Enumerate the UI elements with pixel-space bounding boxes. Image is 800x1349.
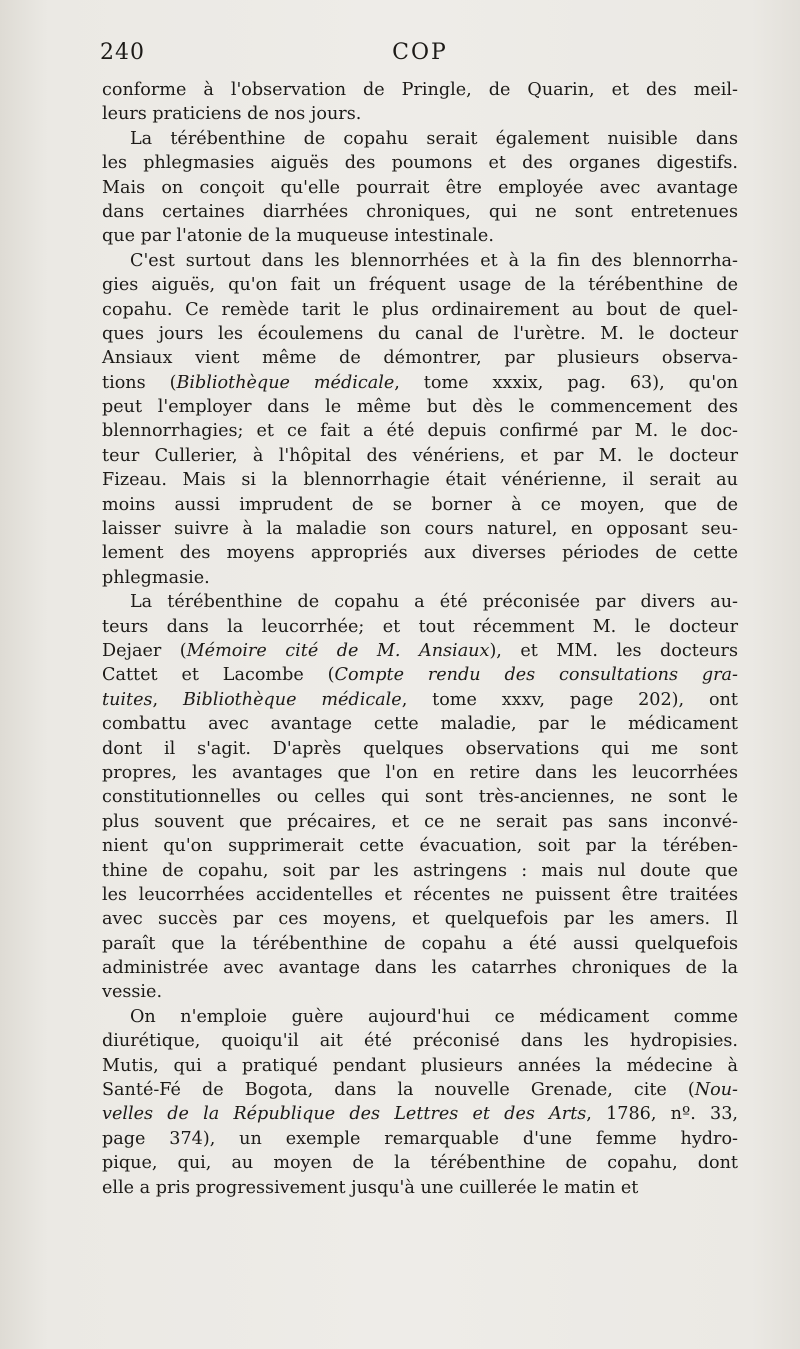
text-line	[102, 956, 738, 980]
italic-citation: tuites	[102, 689, 153, 710]
text-line	[102, 346, 738, 370]
text-line	[102, 615, 738, 639]
text-run: dans certaines diarrhées chroniques, qui ne sont entretenues	[102, 201, 738, 222]
text-line	[102, 127, 738, 151]
text-line	[102, 517, 738, 541]
text-line	[102, 176, 738, 200]
text-line	[102, 1029, 738, 1053]
text-run: vessie.	[102, 982, 163, 1003]
text-run: teurs dans la leucorrhée; et tout récemment M. le docteur	[102, 616, 738, 637]
text-run: administrée avec avantage dans les catarrhes chroniques de la	[102, 958, 738, 979]
text-line	[102, 371, 738, 395]
text-run: ,	[152, 689, 183, 710]
text-run: les leucorrhées accidentelles et récentes ne puissent être traitées	[102, 884, 738, 905]
text-run: pique, qui, au moyen de la térébenthine de copahu, dont	[102, 1153, 738, 1174]
text-run: Cattet et Lacombe (	[102, 665, 335, 686]
text-line	[102, 1054, 738, 1078]
text-line	[102, 444, 738, 468]
text-run: plus souvent que précaires, et ce ne serait pas sans inconvé-	[102, 811, 738, 832]
text-line	[102, 468, 738, 492]
italic-citation: velles de la République des Lettres et des Arts	[102, 1104, 587, 1125]
text-line	[102, 78, 738, 102]
text-run: blennorrhagies; et ce fait a été depuis confirmé par M. le doc-	[102, 421, 738, 442]
text-run: les phlegmasies aiguës des poumons et des organes digestifs.	[102, 153, 738, 174]
text-line	[102, 737, 738, 761]
text-line	[102, 688, 738, 712]
text-run: ques jours les écoulemens du canal de l'urètre. M. le docteur	[102, 323, 738, 344]
text-line	[102, 859, 738, 883]
text-line	[102, 810, 738, 834]
text-line	[102, 712, 738, 736]
text-line	[102, 493, 738, 517]
text-run: copahu. Ce remède tarit le plus ordinairement au bout de quel-	[102, 299, 738, 320]
text-run: gies aiguës, qu'on fait un fréquent usage de la térébenthine de	[102, 275, 738, 296]
italic-citation: Bibliothèque médicale	[176, 372, 395, 393]
text-line	[102, 298, 738, 322]
text-line	[102, 200, 738, 224]
text-run: tions (	[102, 372, 177, 393]
text-line	[102, 1127, 738, 1151]
text-run: , tome xxxix, pag. 63), qu'on	[394, 372, 738, 393]
text-run: conforme à l'observation de Pringle, de Quarin, et des meil-	[102, 80, 738, 100]
text-run: dont il s'agit. D'après quelques observations qui me sont	[102, 738, 738, 759]
paragraph	[102, 1005, 738, 1200]
text-run: leurs praticiens de nos jours.	[102, 104, 362, 125]
text-line	[102, 834, 738, 858]
text-run: avec succès par ces moyens, et quelquefois par les amers. Il	[102, 909, 738, 930]
text-run: , 1786, nº. 33,	[586, 1104, 738, 1125]
text-line	[102, 322, 738, 346]
text-run: page 374), un exemple remarquable d'une femme hydro-	[102, 1128, 738, 1149]
text-line	[102, 883, 738, 907]
text-run: peut l'employer dans le même but dès le commencement des	[102, 397, 738, 418]
paragraph	[102, 590, 738, 1005]
text-run: Santé-Fé de Bogota, dans la nouvelle Grenade, cite (	[102, 1080, 695, 1101]
text-line	[102, 907, 738, 931]
text-run: diurétique, quoiqu'il ait été préconisé dans les hydropisies.	[102, 1031, 738, 1052]
text-line	[102, 1078, 738, 1102]
text-run: ), et MM. les docteurs	[489, 640, 738, 661]
text-line	[102, 273, 738, 297]
text-run: Fizeau. Mais si la blennorrhagie était vénérienne, il serait au	[102, 470, 738, 491]
text-run: elle a pris progressivement jusqu'à une cuillerée le matin et	[102, 1177, 639, 1198]
paragraph	[102, 249, 738, 590]
text-line	[102, 541, 738, 565]
text-run: constitutionnelles ou celles qui sont très-anciennes, ne sont le	[102, 787, 738, 808]
paragraph	[102, 78, 738, 127]
text-run: combattu avec avantage cette maladie, par le médicament	[102, 714, 738, 735]
text-line	[102, 249, 738, 273]
text-line	[102, 1102, 738, 1126]
text-line	[102, 419, 738, 443]
text-run: C'est surtout dans les blennorrhées et à la fin des blennorrha-	[130, 250, 738, 271]
text-line	[102, 663, 738, 687]
italic-citation: Nou-	[694, 1080, 738, 1101]
text-line	[102, 1176, 738, 1200]
text-line	[102, 102, 738, 126]
text-line	[102, 980, 738, 1004]
body-text	[102, 78, 738, 1200]
text-run: Ansiaux vient même de démontrer, par plusieurs observa-	[102, 348, 738, 369]
text-line	[102, 395, 738, 419]
text-run: propres, les avantages que l'on en retire dans les leucorrhées	[102, 762, 738, 783]
text-line	[102, 224, 738, 248]
running-title: COP	[392, 40, 448, 65]
text-line	[102, 639, 738, 663]
text-run: thine de copahu, soit par les astringens : mais nul doute que	[102, 860, 738, 881]
text-line	[102, 785, 738, 809]
text-run: Mutis, qui a pratiqué pendant plusieurs années la médecine à	[102, 1055, 738, 1076]
text-line	[102, 1151, 738, 1175]
text-run: que par l'atonie de la muqueuse intestinale.	[102, 226, 494, 247]
text-line	[102, 932, 738, 956]
running-head	[100, 40, 740, 70]
text-line	[102, 151, 738, 175]
text-run: La térébenthine de copahu a été préconisée par divers au-	[130, 592, 738, 613]
text-run: laisser suivre à la maladie son cours naturel, en opposant seu-	[102, 519, 738, 540]
text-run: La térébenthine de copahu serait également nuisible dans	[130, 128, 738, 149]
italic-citation: Compte rendu des consultations gra-	[334, 665, 738, 686]
page-number: 240	[100, 40, 145, 65]
text-run: nient qu'on supprimerait cette évacuation, soit par la térében-	[102, 836, 738, 857]
text-run: teur Cullerier, à l'hôpital des vénériens, et par M. le docteur	[102, 445, 738, 466]
text-line	[102, 590, 738, 614]
text-run: moins aussi imprudent de se borner à ce moyen, que de	[102, 494, 738, 515]
text-run: paraît que la térébenthine de copahu a été aussi quelquefois	[102, 933, 738, 954]
italic-citation: Bibliothèque médicale	[183, 689, 402, 710]
italic-citation: Mémoire cité de M. Ansiaux	[186, 640, 490, 661]
text-line	[102, 566, 738, 590]
text-run: On n'emploie guère aujourd'hui ce médicament comme	[130, 1006, 738, 1027]
text-run: , tome xxxv, page 202), ont	[401, 689, 738, 710]
text-run: Mais on conçoit qu'elle pourrait être employée avec avantage	[102, 177, 738, 198]
text-run: phlegmasie.	[102, 567, 210, 588]
paragraph	[102, 127, 738, 249]
text-line	[102, 761, 738, 785]
text-run: Dejaer (	[102, 640, 187, 661]
text-run: lement des moyens appropriés aux diverses périodes de cette	[102, 543, 738, 564]
text-line	[102, 1005, 738, 1029]
